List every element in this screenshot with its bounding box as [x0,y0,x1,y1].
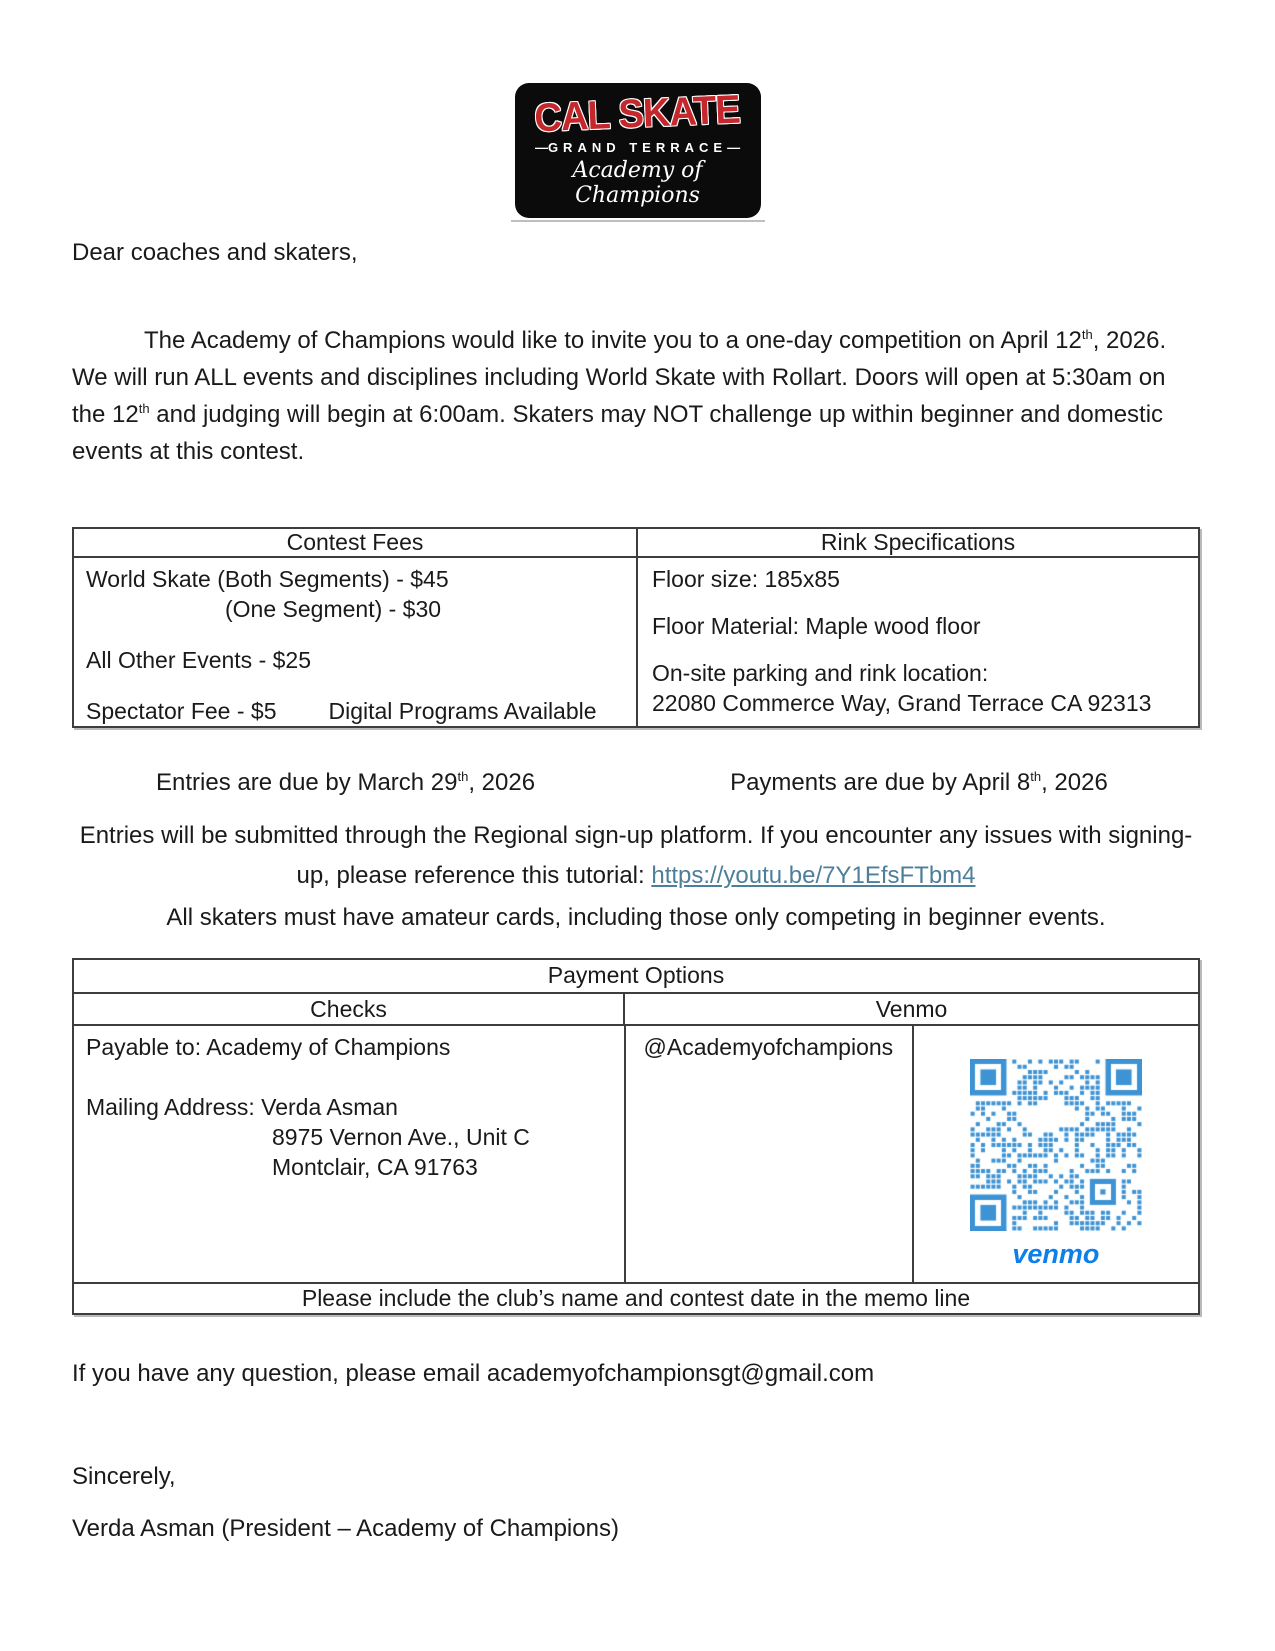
digital-programs-note: Digital Programs Available [328,698,597,724]
logo-container [511,83,765,222]
rink-specs-cell [636,558,1198,726]
mailing-address-line2: Montclair, CA 91763 [272,1154,478,1180]
logo-tagline: Academy of Champions [572,158,703,208]
memo-note: Please include the club’s name and contest date in the memo line [301,1285,971,1311]
ordinal-sup: th [138,401,150,416]
rink-floor-size: Floor size: 185x85 [652,566,840,592]
checks-details-cell [74,1026,624,1282]
fees-header-contest: Contest Fees [286,529,424,555]
payment-options-table [72,958,1200,1315]
cal-skate-logo [515,83,761,218]
logo-subtitle: —GRAND TERRACE— [534,140,741,155]
signup-note [72,816,1200,896]
payable-to: Payable to: Academy of Champions [86,1034,451,1060]
venmo-qr-cell [912,1026,1198,1282]
ordinal-sup: th [1030,769,1042,784]
venmo-header: Venmo [623,994,1198,1024]
fee-spectator: Spectator Fee - $5 [86,698,277,724]
ordinal-sup: th [457,769,469,784]
signup-line2: up, please reference this tutorial: https://youtu.be/7Y1EfsFTbm4 [296,862,976,889]
rink-parking-label: On-site parking and rink location: [652,660,989,686]
payments-deadline: Payments are due by April 8th, 2026 [730,769,1108,796]
logo-dash-right: — [727,140,741,155]
mailing-address-label: Mailing Address: Verda Asman [86,1094,398,1120]
signature-line: Verda Asman (President – Academy of Champions) [72,1515,619,1542]
fee-world-skate-both: World Skate (Both Segments) - $45 [86,566,449,592]
venmo-handle-cell [624,1026,912,1282]
venmo-handle: @Academyofchampions [643,1034,894,1060]
tutorial-link[interactable]: https://youtu.be/7Y1EfsFTbm4 [651,862,976,889]
mailing-address-line1: 8975 Vernon Ave., Unit C [272,1124,530,1150]
rink-floor-material: Floor Material: Maple wood floor [652,613,981,639]
fee-world-skate-one: (One Segment) - $30 [225,596,442,622]
signup-line1: Entries will be submitted through the Regional sign-up platform. If you encounter any issues with signing- [79,822,1193,849]
rink-address: 22080 Commerce Way, Grand Terrace CA 92313 [652,690,1152,716]
venmo-wordmark: venmo [1012,1239,1100,1269]
fee-all-other: All Other Events - $25 [86,647,311,673]
greeting: Dear coaches and skaters, [72,239,358,266]
logo-dash-left: — [534,140,548,155]
amateur-cards-note: All skaters must have amateur cards, including those only competing in beginner events. [166,904,1106,931]
intro-paragraph: The Academy of Champions would like to invite you to a one-day competition on April 12th, 2026. We will run ALL events and disciplines including World Skate with Rollart. Doors will open at 5:30am on the 12th and judging will begin at 6:00am. Skaters may NOT challenge up within beginner and domestic events at this contest. [72,327,1167,465]
deadlines-line [72,768,1200,798]
payment-table-title: Payment Options [547,962,725,988]
logo-title: CAL SKATE [533,87,742,141]
entries-deadline: Entries are due by March 29th, 2026 [156,769,536,796]
closing-line: Sincerely, [72,1463,176,1490]
venmo-qr-code [970,1059,1142,1231]
fees-header-rink: Rink Specifications [636,529,1198,556]
contest-fees-table [72,527,1200,728]
contest-fees-cell [74,558,636,726]
ordinal-sup: th [1081,327,1093,342]
checks-header: Checks [310,996,387,1022]
contact-line: If you have any question, please email academyofchampionsgt@gmail.com [72,1360,875,1387]
